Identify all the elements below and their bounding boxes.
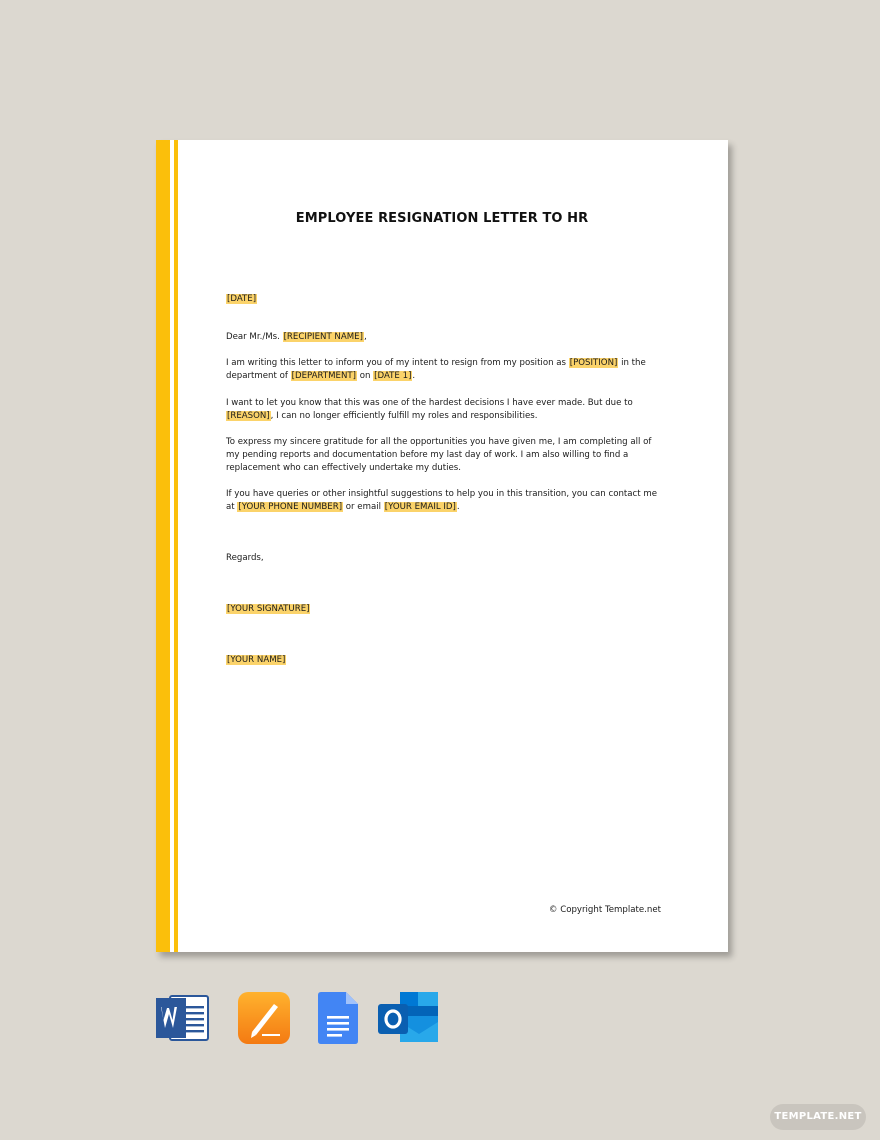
closing-regards: Regards,	[226, 553, 264, 563]
signature-placeholder: [YOUR SIGNATURE]	[227, 604, 310, 614]
name-placeholder: [YOUR NAME]	[227, 655, 286, 665]
google-docs-icon[interactable]	[318, 992, 358, 1044]
letter-page	[156, 140, 728, 952]
department-placeholder: [DEPARTMENT]	[291, 371, 356, 381]
paragraph-intent	[226, 357, 658, 383]
paragraph-text: in the department of	[226, 358, 646, 381]
greeting-punctuation: ,	[363, 332, 367, 342]
paragraph-text: .	[412, 371, 416, 381]
paragraph-text: or email	[343, 502, 384, 512]
copyright-notice: © Copyright Template.net	[548, 905, 661, 915]
microsoft-word-icon[interactable]	[156, 992, 210, 1044]
greeting-text: Dear Mr./Ms.	[226, 332, 283, 342]
paragraph-text: If you have queries or other insightful suggestions to help you in this transition, you can contact me at	[226, 489, 658, 512]
paragraph-text: .	[456, 502, 460, 512]
microsoft-outlook-icon[interactable]	[378, 992, 440, 1044]
letter-body	[226, 293, 658, 667]
date-line	[226, 293, 658, 306]
accent-stripe-thin	[174, 140, 178, 952]
email-placeholder: [YOUR EMAIL ID]	[384, 502, 456, 512]
accent-stripe-wide	[156, 140, 170, 952]
template-net-badge[interactable]: TEMPLATE.NET	[770, 1104, 866, 1130]
greeting-line	[226, 331, 658, 344]
paragraph-text: , I can no longer efficiently fulfill my roles and responsibilities.	[270, 411, 538, 421]
name-line	[226, 654, 658, 667]
date1-placeholder: [DATE 1]	[374, 371, 412, 381]
paragraph-text: on	[356, 371, 374, 381]
position-placeholder: [POSITION]	[569, 358, 618, 368]
paragraph-text: I want to let you know that this was one of the hardest decisions I have ever made. But due to	[226, 398, 633, 408]
recipient-placeholder: [RECIPIENT NAME]	[283, 332, 363, 342]
letter-title: EMPLOYEE RESIGNATION LETTER TO HR	[295, 211, 589, 226]
phone-placeholder: [YOUR PHONE NUMBER]	[238, 502, 343, 512]
signature-line	[226, 603, 658, 616]
paragraph-gratitude: To express my sincere gratitude for all the opportunities you have given me, I am completing all of my pending reports and documentation before my last day of work. I am also willing to find a replacement who can effectively undertake my duties.	[226, 437, 652, 473]
paragraph-contact	[226, 488, 658, 514]
paragraph-reason	[226, 397, 658, 423]
reason-placeholder: [REASON]	[227, 411, 270, 421]
paragraph-text: I am writing this letter to inform you of my intent to resign from my position as	[226, 358, 569, 368]
apple-pages-icon[interactable]	[238, 992, 290, 1044]
date-placeholder: [DATE]	[227, 294, 257, 304]
